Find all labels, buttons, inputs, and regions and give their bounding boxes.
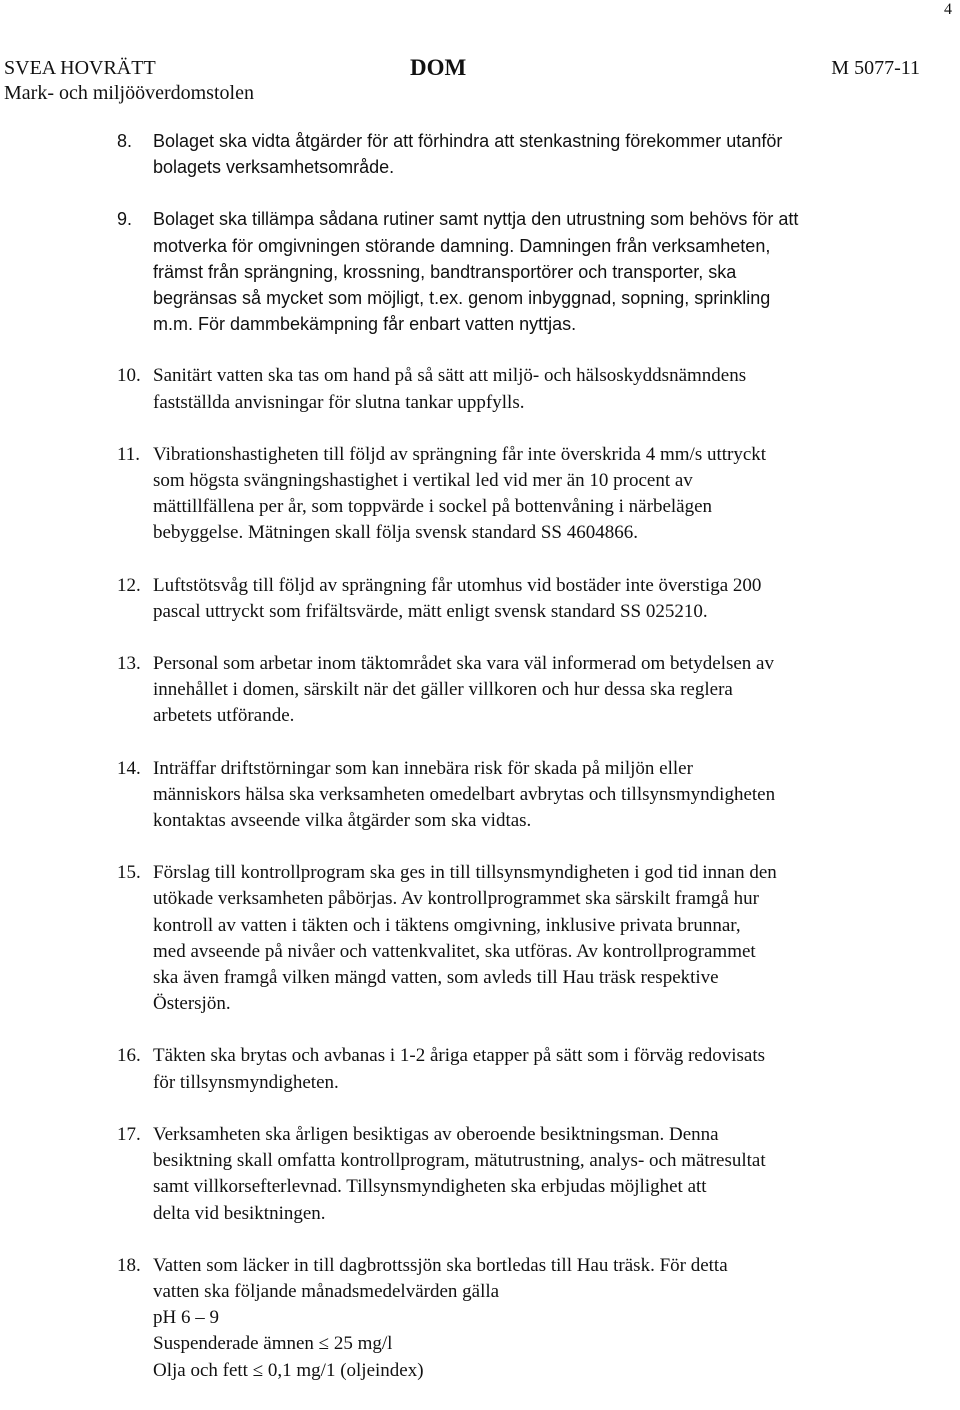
condition-line: Luftstötsvåg till följd av sprängning får utomhus vid bostäder inte överstiga 200 [153, 574, 762, 596]
page-number: 4 [944, 1, 952, 18]
condition-number: 18. [117, 1254, 141, 1276]
condition-number: 12. [117, 574, 141, 596]
condition-line: fastställda anvisningar för slutna tankar uppfylls. [153, 391, 525, 413]
condition-line: kontaktas avseende vilka åtgärder som ska vidtas. [153, 810, 532, 832]
condition-item [0, 651, 960, 730]
condition-text [153, 1043, 933, 1095]
condition-number: 8. [117, 131, 133, 151]
condition-line: Bolaget ska vidta åtgärder för att förhindra att stenkastning förekommer utanför [153, 131, 783, 151]
condition-item [0, 860, 960, 1017]
condition-item [0, 756, 960, 835]
condition-text [153, 363, 933, 415]
condition-text [153, 206, 933, 337]
condition-line: Sanitärt vatten ska tas om hand på så sätt att miljö- och hälsoskyddsnämndens [153, 365, 747, 387]
condition-line: Östersjön. [153, 993, 231, 1015]
condition-number: 10. [117, 365, 141, 387]
condition-line: Suspenderade ämnen ≤ 25 mg/l [153, 1333, 393, 1355]
condition-line: pascal uttryckt som frifältsvärde, mätt enligt svensk standard SS 025210. [153, 600, 708, 622]
condition-line: utökade verksamheten påbörjas. Av kontrollprogrammet ska särskilt framgå hur [153, 888, 759, 910]
condition-line: Täkten ska brytas och avbanas i 1-2 åriga etapper på sätt som i förväg redovisats [153, 1045, 766, 1067]
condition-line: m.m. För dammbekämpning får enbart vatten nyttjas. [153, 314, 577, 335]
condition-text [153, 756, 933, 835]
condition-line: begränsas så mycket som möjligt, t.ex. genom inbyggnad, sopning, sprinkling [153, 288, 771, 309]
condition-line: arbetets utförande. [153, 705, 295, 727]
condition-text [153, 573, 933, 625]
condition-line: motverka för omgivningen störande damning. Damningen från verksamheten, [153, 235, 771, 256]
condition-line: för tillsynsmyndigheten. [153, 1071, 339, 1093]
condition-number: 13. [117, 653, 141, 675]
court-name: SVEA HOVRÄTT [4, 57, 156, 79]
condition-line: kontroll av vatten i täkten och i täktens omgivning, inklusive privata brunnar, [153, 914, 741, 936]
condition-item [0, 128, 960, 180]
case-number: M 5077-11 [831, 57, 920, 79]
condition-line: vatten ska följande månadsmedelvärden gälla [153, 1280, 500, 1302]
condition-line: besiktning skall omfatta kontrollprogram, mätutrustning, analys- och mätresultat [153, 1150, 766, 1172]
condition-line: delta vid besiktningen. [153, 1202, 326, 1224]
condition-line: Förslag till kontrollprogram ska ges in till tillsynsmyndigheten i god tid innan den [153, 862, 777, 884]
condition-line: bebyggelse. Mätningen skall följa svensk standard SS 4604866. [153, 522, 638, 544]
condition-number: 9. [117, 209, 133, 230]
condition-line: Vibrationshastigheten till följd av sprängning får inte överskrida 4 mm/s uttryckt [153, 443, 767, 465]
condition-line: främst från sprängning, krossning, bandtransportörer och transporter, ska [153, 261, 737, 282]
condition-line: med avseende på nivåer och vattenkvalitet, ska utföras. Av kontrollprogrammet [153, 940, 756, 962]
condition-text [153, 442, 933, 547]
condition-line: pH 6 – 9 [153, 1307, 219, 1329]
condition-line: Verksamheten ska årligen besiktigas av oberoende besiktningsman. Denna [153, 1123, 719, 1145]
condition-number: 15. [117, 862, 141, 884]
condition-line: Olja och fett ≤ 0,1 mg/1 (oljeindex) [153, 1359, 424, 1381]
condition-line: som högsta svängningshastighet i vertikal led vid mer än 10 procent av [153, 470, 693, 492]
condition-line: Bolaget ska tillämpa sådana rutiner samt nyttja den utrustning som behövs för att [153, 209, 799, 230]
condition-text [153, 1253, 933, 1384]
document-header [0, 56, 960, 106]
condition-text [153, 860, 933, 1017]
condition-item [0, 442, 960, 547]
condition-item [0, 363, 960, 415]
condition-number: 11. [117, 443, 141, 465]
condition-line: innehållet i domen, särskilt när det gäller villkoren och hur dessa ska reglera [153, 679, 733, 701]
condition-line: bolagets verksamhetsområde. [153, 157, 395, 178]
condition-line: människors hälsa ska verksamheten omedelbart avbrytas och tillsynsmyndigheten [153, 783, 776, 805]
condition-item [0, 1043, 960, 1095]
condition-text [153, 128, 933, 180]
document-type: DOM [410, 55, 467, 80]
condition-line: mättillfällena per år, som toppvärde i sockel på bottenvåning i närbelägen [153, 496, 713, 518]
condition-number: 14. [117, 757, 141, 779]
conditions-list [0, 128, 960, 1410]
condition-line: Personal som arbetar inom täktområdet ska vara väl informerad om betydelsen av [153, 653, 774, 675]
condition-number: 16. [117, 1045, 141, 1067]
condition-text [153, 1122, 933, 1227]
condition-line: samt villkorsefterlevnad. Tillsynsmyndigheten ska erbjudas möjlighet att [153, 1176, 707, 1198]
court-division: Mark- och miljööverdomstolen [4, 82, 254, 104]
condition-number: 17. [117, 1123, 141, 1145]
condition-item [0, 1253, 960, 1384]
condition-item [0, 1122, 960, 1227]
condition-line: ska även framgå vilken mängd vatten, som avleds till Hau träsk respektive [153, 967, 719, 989]
condition-item [0, 573, 960, 625]
condition-text [153, 651, 933, 730]
condition-line: Inträffar driftstörningar som kan innebära risk för skada på miljön eller [153, 757, 693, 779]
condition-line: Vatten som läcker in till dagbrottssjön ska bortledas till Hau träsk. För detta [153, 1254, 728, 1276]
condition-item [0, 206, 960, 337]
